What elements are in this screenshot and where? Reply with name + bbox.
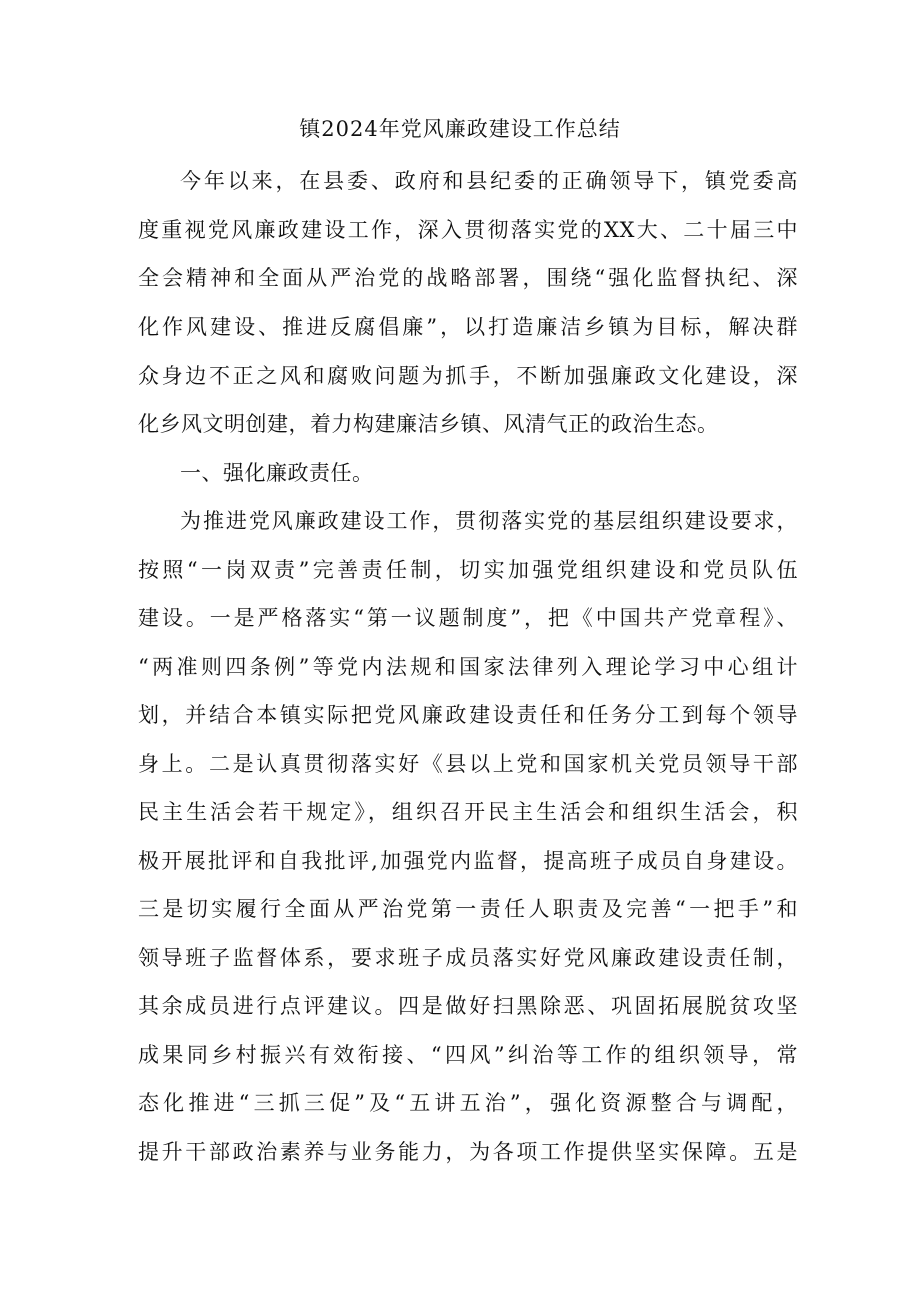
section-heading: 一、强化廉政责任。	[180, 461, 374, 485]
paragraph-line: “两准则四条例”等党内法规和国家法律列入理论学习中心组计	[138, 655, 798, 679]
paragraph-line: 领导班子监督体系，要求班子成员落实好党风廉政建设责任制，	[138, 946, 798, 970]
document-title: 镇2024年党风廉政建设工作总结	[299, 117, 621, 141]
paragraph-line: 众身边不正之风和腐败问题为抓手，不断加强廉政文化建设，深	[138, 364, 798, 388]
paragraph-line: 身上。二是认真贯彻落实好《县以上党和国家机关党员领导干部	[138, 752, 798, 776]
paragraph-line: 度重视党风廉政建设工作，深入贯彻落实党的XX大、二十届三中	[138, 218, 798, 242]
paragraph-line: 今年以来，在县委、政府和县纪委的正确领导下，镇党委高	[180, 169, 798, 193]
paragraph-line: 为推进党风廉政建设工作，贯彻落实党的基层组织建设要求，	[180, 509, 798, 533]
paragraph-line: 其余成员进行点评建议。四是做好扫黑除恶、巩固拓展脱贫攻坚	[138, 994, 798, 1018]
paragraph-line: 化乡风文明创建，着力构建廉洁乡镇、风清气正的政治生态。	[138, 412, 719, 436]
paragraph-line: 按照“一岗双责”完善责任制，切实加强党组织建设和党员队伍	[138, 558, 798, 582]
paragraph-line: 极开展批评和自我批评,加强党内监督，提高班子成员自身建设。	[138, 849, 798, 873]
paragraph-line: 三是切实履行全面从严治党第一责任人职责及完善“一把手”和	[138, 897, 798, 921]
paragraph-line: 划，并结合本镇实际把党风廉政建设责任和任务分工到每个领导	[138, 703, 798, 727]
paragraph-line: 全会精神和全面从严治党的战略部署，围绕“强化监督执纪、深	[138, 266, 798, 290]
paragraph-line: 成果同乡村振兴有效衔接、“四风”纠治等工作的组织领导，常	[138, 1043, 798, 1067]
paragraph-line: 化作风建设、推进反腐倡廉”，以打造廉洁乡镇为目标，解决群	[138, 315, 798, 339]
paragraph-line: 民主生活会若干规定》，组织召开民主生活会和组织生活会，积	[138, 800, 798, 824]
paragraph-line: 提升干部政治素养与业务能力，为各项工作提供坚实保障。五是	[138, 1140, 798, 1164]
paragraph-line: 建设。一是严格落实“第一议题制度”，把《中国共产党章程》、	[138, 606, 798, 630]
paragraph-line: 态化推进“三抓三促”及“五讲五治”，强化资源整合与调配，	[138, 1091, 798, 1115]
